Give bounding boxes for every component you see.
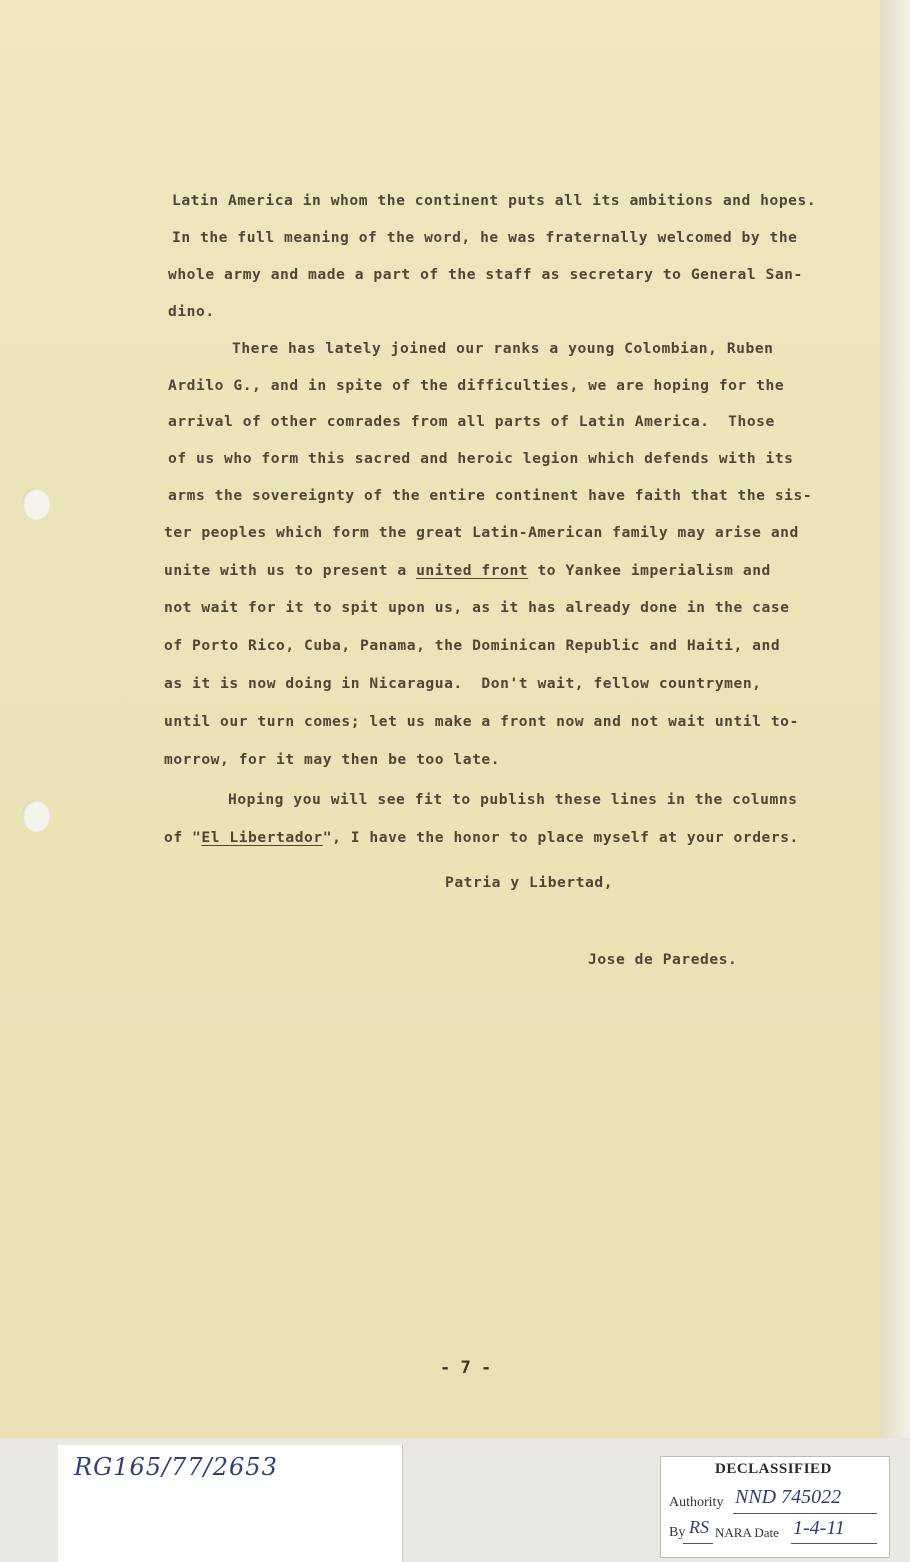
- declassification-stamp: [660, 1456, 890, 1558]
- text-line: ter peoples which form the great Latin-American family may arise and: [164, 524, 799, 541]
- page-number: - 7 -: [440, 1358, 492, 1378]
- text-line-with-underline: [164, 829, 799, 846]
- text-line: Latin America in whom the continent puts all its ambitions and hopes.: [172, 192, 817, 209]
- text-line: not wait for it to spit upon us, as it has already done in the case: [164, 599, 790, 616]
- authority-label: Authority: [669, 1495, 724, 1510]
- underlined-title: El Libertador: [201, 829, 323, 846]
- text-line: Ardilo G., and in spite of the difficulties, we are hoping for the: [168, 377, 785, 394]
- text-line: whole army and made a part of the staff as secretary to General San-: [168, 266, 803, 283]
- text-fragment: unite with us to present a: [164, 562, 417, 579]
- text-line: morrow, for it may then be too late.: [164, 751, 501, 768]
- signature-name: Jose de Paredes.: [588, 951, 738, 968]
- text-line: In the full meaning of the word, he was fraternally welcomed by the: [172, 229, 798, 246]
- text-fragment: ", I have the honor to place myself at your orders.: [322, 829, 799, 846]
- page-edge: [880, 0, 910, 1438]
- text-line: Hoping you will see fit to publish these lines in the columns: [228, 791, 798, 808]
- punch-hole: [22, 488, 50, 520]
- date-value: 1-4-11: [793, 1517, 845, 1539]
- record-number: RG165/77/2653: [74, 1453, 278, 1481]
- by-value: RS: [689, 1517, 709, 1537]
- punch-hole: [22, 800, 50, 832]
- text-line: There has lately joined our ranks a young Colombian, Ruben: [232, 340, 774, 357]
- nara-date-label: NARA Date: [715, 1525, 779, 1540]
- stamp-title: DECLASSIFIED: [715, 1461, 832, 1477]
- stamp-rule: [733, 1513, 877, 1514]
- archive-tag: [58, 1445, 403, 1562]
- text-line: until our turn comes; let us make a front now and not wait until to-: [164, 713, 799, 730]
- text-fragment: of ": [164, 829, 202, 846]
- text-fragment: to Yankee imperialism and: [528, 562, 771, 579]
- by-label: By: [669, 1525, 686, 1540]
- underlined-phrase: united front: [416, 562, 529, 579]
- text-line: arrival of other comrades from all parts of Latin America. Those: [168, 413, 775, 430]
- text-line: arms the sovereignty of the entire continent have faith that the sis-: [168, 487, 813, 504]
- stamp-rule: [791, 1543, 877, 1544]
- text-line-with-underline: [164, 562, 771, 579]
- text-line: dino.: [168, 303, 215, 320]
- authority-value: NND 745022: [735, 1486, 842, 1508]
- closing: Patria y Libertad,: [445, 874, 614, 891]
- text-line: of us who form this sacred and heroic legion which defends with its: [168, 450, 794, 467]
- stamp-rule: [683, 1543, 713, 1544]
- text-line: of Porto Rico, Cuba, Panama, the Dominican Republic and Haiti, and: [164, 637, 781, 654]
- text-line: as it is now doing in Nicaragua. Don't wait, fellow countrymen,: [164, 675, 762, 692]
